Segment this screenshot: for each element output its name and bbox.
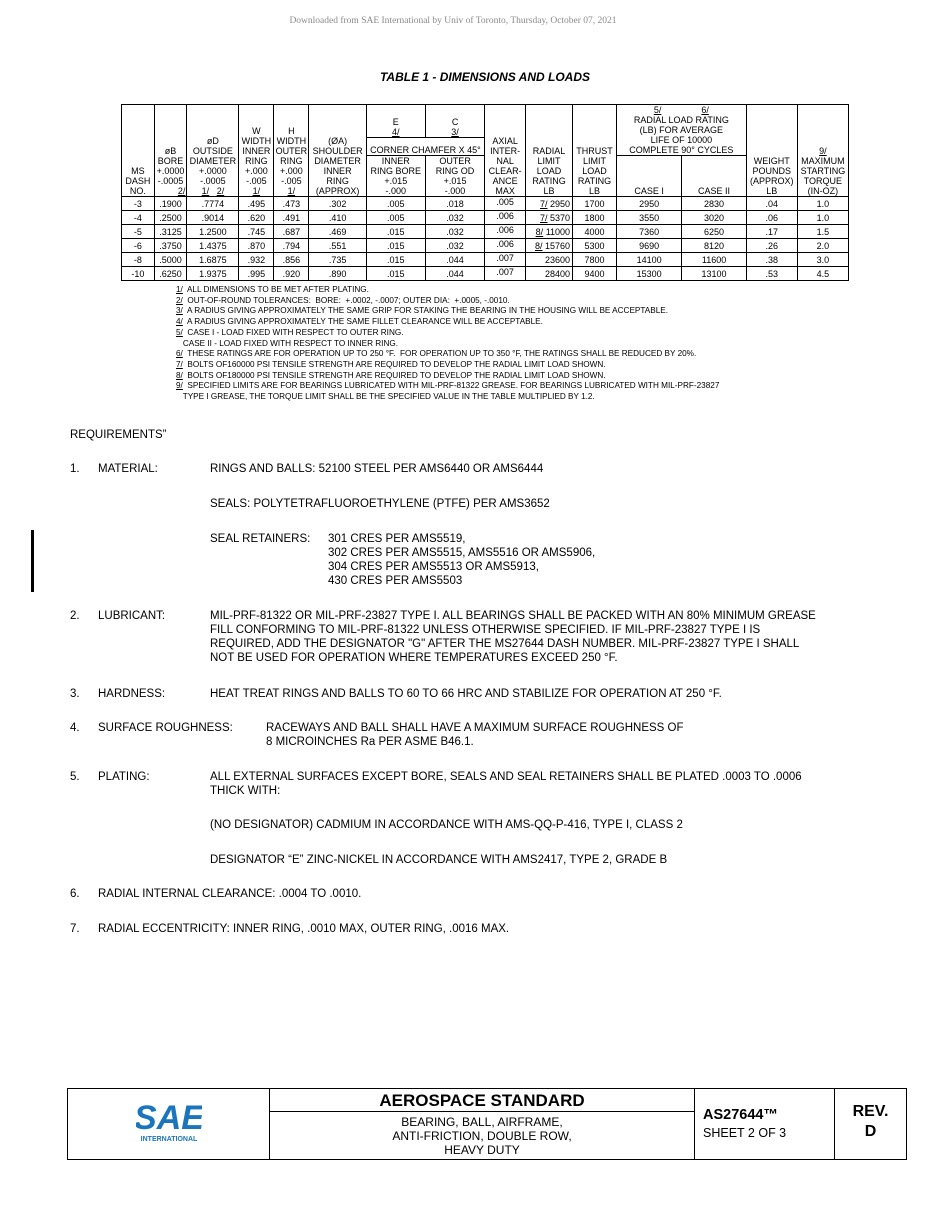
table-row (122, 197, 849, 211)
header-bore: øB BORE +.0000 -.0005 2/ (154, 105, 187, 197)
table-cell-torque: 1.0 (797, 211, 848, 225)
table-cell-case2: 6250 (682, 225, 746, 239)
table-cell-axial: .005 (485, 197, 526, 211)
table-cell-dash: -6 (122, 239, 155, 253)
table-cell-weight: .38 (746, 253, 797, 267)
revision (835, 1102, 906, 1142)
title-block (67, 1088, 907, 1160)
header-radial-load-rating: 5/ 6/ RADIAL LOAD RATING (LB) FOR AVERAGE LIFE OF 10000 COMPLETE 90° CYCLES (616, 105, 746, 156)
table-cell-radial: 8/ 15760 (526, 239, 573, 253)
table-cell-axial: .006 (485, 211, 526, 225)
table-cell-radial: 23600 (526, 253, 573, 267)
table-cell-e: .015 (366, 253, 425, 267)
table-cell-torque: 4.5 (797, 267, 848, 281)
table-cell-case2: 8120 (682, 239, 746, 253)
note-line: 9/ SPECIFIED LIMITS ARE FOR BEARINGS LUBRICATED WITH MIL-PRF-81322 GREASE. FOR BEARINGS LUBRICATED WITH MIL-PRF-23827 (176, 381, 720, 391)
table-cell-od: 1.6875 (187, 253, 239, 267)
header-case-2: CASE II (682, 156, 746, 197)
table-cell-w: .495 (239, 197, 274, 211)
table-row (122, 225, 849, 239)
note-line: 7/ BOLTS OF160000 PSI TENSILE STRENGTH ARE REQUIRED TO DEVELOP THE RADIAL LIMIT LOAD SHOWN. (176, 359, 606, 369)
table-cell-e: .005 (366, 211, 425, 225)
table-cell-dash: -5 (122, 225, 155, 239)
table-notes (176, 285, 719, 403)
revision-label: REV. (852, 1103, 889, 1120)
header-h: H WIDTH OUTER RING +.000 -.005 1/ (274, 105, 309, 197)
table-cell-case1: 14100 (616, 253, 681, 267)
header-case-1: CASE I (616, 156, 681, 197)
table-cell-torque: 2.0 (797, 239, 848, 253)
table-cell-sh: .551 (309, 239, 366, 253)
table-cell-sh: .735 (309, 253, 366, 267)
table-title: TABLE 1 - DIMENSIONS AND LOADS (379, 70, 590, 84)
table-row (122, 239, 849, 253)
table-cell-sh: .302 (309, 197, 366, 211)
header-weight: WEIGHT POUNDS (APPROX) LB (746, 105, 797, 197)
table-cell-sh: .469 (309, 225, 366, 239)
table-row (122, 253, 849, 267)
header-shoulder: (ØA) SHOULDER DIAMETER INNER RING (APPROX) (309, 105, 366, 197)
download-watermark: Downloaded from SAE International by Univ of Toronto, Thursday, October 07, 2021 (289, 16, 617, 26)
header-outer-ring-od: OUTER RING OD +.015 -.000 (425, 156, 484, 197)
table-cell-radial: 7/ 5370 (526, 211, 573, 225)
note-line: 5/ CASE I - LOAD FIXED WITH RESPECT TO OUTER RING. (176, 327, 404, 337)
table-cell-od: .9014 (187, 211, 239, 225)
table-cell-bore: .5000 (154, 253, 187, 267)
table-cell-dash: -10 (122, 267, 155, 281)
sheet-number: SHEET 2 OF 3 (703, 1126, 787, 1140)
table-body (122, 197, 849, 281)
table-cell-e: .015 (366, 267, 425, 281)
table-cell-weight: .04 (746, 197, 797, 211)
note-line: 2/ OUT-OF-ROUND TOLERANCES: BORE: +.0002, -.0007; OUTER DIA: +.0005, -.0010. (176, 295, 510, 305)
table-cell-bore: .2500 (154, 211, 187, 225)
table-cell-od: .7774 (187, 197, 239, 211)
table-cell-weight: .06 (746, 211, 797, 225)
header-chamfer: CORNER CHAMFER X 45° (366, 138, 485, 156)
table-cell-weight: .17 (746, 225, 797, 239)
table-cell-w: .620 (239, 211, 274, 225)
table-cell-case2: 2830 (682, 197, 746, 211)
table-cell-case2: 11600 (682, 253, 746, 267)
table-cell-w: .995 (239, 267, 274, 281)
table-cell-bore: .3125 (154, 225, 187, 239)
table-cell-weight: .26 (746, 239, 797, 253)
table-cell-case1: 3550 (616, 211, 681, 225)
header-axial: AXIAL INTER- NAL CLEAR- ANCE MAX (485, 105, 526, 197)
table-cell-h: .856 (274, 253, 309, 267)
table-cell-radial: 7/ 2950 (526, 197, 573, 211)
table-cell-radial: 8/ 11000 (526, 225, 573, 239)
dimensions-table (121, 104, 849, 281)
table-cell-sh: .890 (309, 267, 366, 281)
table-cell-case1: 7360 (616, 225, 681, 239)
table-cell-od: 1.2500 (187, 225, 239, 239)
note-line: CASE II - LOAD FIXED WITH RESPECT TO INNER RING. (182, 338, 399, 348)
note-line: 4/ A RADIUS GIVING APPROXIMATELY THE SAME FILLET CLEARANCE WILL BE ACCEPTABLE. (176, 317, 543, 327)
table-cell-bore: .1900 (154, 197, 187, 211)
sae-logo (136, 1099, 202, 1148)
standard-description: BEARING, BALL, AIRFRAME, ANTI-FRICTION, DOUBLE ROW, HEAVY DUTY (392, 1115, 572, 1157)
table-cell-c: .044 (425, 267, 484, 281)
table-cell-thrust: 4000 (573, 225, 617, 239)
table-cell-thrust: 7800 (573, 253, 617, 267)
table-cell-c: .032 (425, 239, 484, 253)
table-cell-thrust: 1700 (573, 197, 617, 211)
table-cell-e: .015 (366, 239, 425, 253)
table-cell-h: .473 (274, 197, 309, 211)
table-cell-thrust: 1800 (573, 211, 617, 225)
table-cell-weight: .53 (746, 267, 797, 281)
requirements-heading: REQUIREMENTS” (70, 429, 167, 441)
table-row (122, 211, 849, 225)
header-thrust: THRUST LIMIT LOAD RATING LB (573, 105, 617, 197)
table-cell-radial: 28400 (526, 267, 573, 281)
table-cell-axial: .006 (485, 239, 526, 253)
header-e: E 4/ (366, 105, 425, 138)
table-cell-c: .032 (425, 225, 484, 239)
table-cell-thrust: 9400 (573, 267, 617, 281)
table-cell-h: .920 (274, 267, 309, 281)
header-ms-dash: MS DASH NO. (122, 105, 155, 197)
table-cell-axial: .006 (485, 225, 526, 239)
header-ms: MS (131, 166, 145, 176)
table-cell-dash: -4 (122, 211, 155, 225)
note-line: TYPE I GREASE, THE TORQUE LIMIT SHALL BE THE SPECIFIED VALUE IN THE TABLE MULTIPLIED BY 1.2. (182, 392, 595, 402)
standard-title: AEROSPACE STANDARD (379, 1091, 585, 1110)
note-line: 1/ ALL DIMENSIONS TO BE MET AFTER PLATING. (176, 285, 369, 294)
table-cell-case2: 3020 (682, 211, 746, 225)
header-inner-ring-bore: INNER RING BORE +.015 -.000 (366, 156, 425, 197)
table-cell-h: .687 (274, 225, 309, 239)
table-cell-od: 1.4375 (187, 239, 239, 253)
table-cell-sh: .410 (309, 211, 366, 225)
table-cell-case1: 15300 (616, 267, 681, 281)
sae-logo-subtext: INTERNATIONAL (140, 1136, 198, 1143)
table-cell-case2: 13100 (682, 267, 746, 281)
table-cell-axial: .007 (485, 267, 526, 281)
table-cell-torque: 1.0 (797, 197, 848, 211)
note-line: 3/ A RADIUS GIVING APPROXIMATELY THE SAME GRIP FOR STAKING THE BEARING IN THE HOUSING WILL BE ACCEPTABLE. (176, 306, 668, 316)
table-cell-case1: 9690 (616, 239, 681, 253)
table-cell-c: .044 (425, 253, 484, 267)
header-torque: 9/ MAXIMUM STARTING TORQUE (IN-OZ) (797, 105, 848, 197)
table-cell-w: .870 (239, 239, 274, 253)
header-od: øD OUTSIDE DIAMETER +.0000 -.0005 1/ 2/ (187, 105, 239, 197)
sae-logo-text: SAE (136, 1099, 202, 1137)
document-number: AS27644™ (703, 1107, 778, 1123)
table-cell-dash: -8 (122, 253, 155, 267)
table-cell-c: .032 (425, 211, 484, 225)
table-cell-c: .018 (425, 197, 484, 211)
table-cell-e: .005 (366, 197, 425, 211)
table-cell-w: .745 (239, 225, 274, 239)
note-line: 6/ THESE RATINGS ARE FOR OPERATION UP TO 250 °F. FOR OPERATION UP TO 350 °F, THE RATINGS SHALL BE REDUCED BY 20%. (176, 349, 697, 359)
change-bar (31, 530, 34, 592)
header-w: W WIDTH INNER RING +.000 -.005 1/ (239, 105, 274, 197)
table-cell-axial: .007 (485, 253, 526, 267)
table-row (122, 267, 849, 281)
header-radial: RADIAL LIMIT LOAD RATING LB (526, 105, 573, 197)
table-cell-torque: 1.5 (797, 225, 848, 239)
table-cell-bore: .6250 (154, 267, 187, 281)
table-cell-od: 1.9375 (187, 267, 239, 281)
revision-letter: D (864, 1123, 877, 1140)
table-cell-bore: .3750 (154, 239, 187, 253)
table-cell-dash: -3 (122, 197, 155, 211)
table-cell-w: .932 (239, 253, 274, 267)
table-cell-e: .015 (366, 225, 425, 239)
header-c: C 3/ (425, 105, 484, 138)
table-cell-h: .491 (274, 211, 309, 225)
table-cell-h: .794 (274, 239, 309, 253)
table-cell-case1: 2950 (616, 197, 681, 211)
table-cell-torque: 3.0 (797, 253, 848, 267)
table-cell-thrust: 5300 (573, 239, 617, 253)
note-line: 8/ BOLTS OF180000 PSI TENSILE STRENGTH ARE REQUIRED TO DEVELOP THE RADIAL LIMIT LOAD SHOWN. (176, 370, 606, 380)
